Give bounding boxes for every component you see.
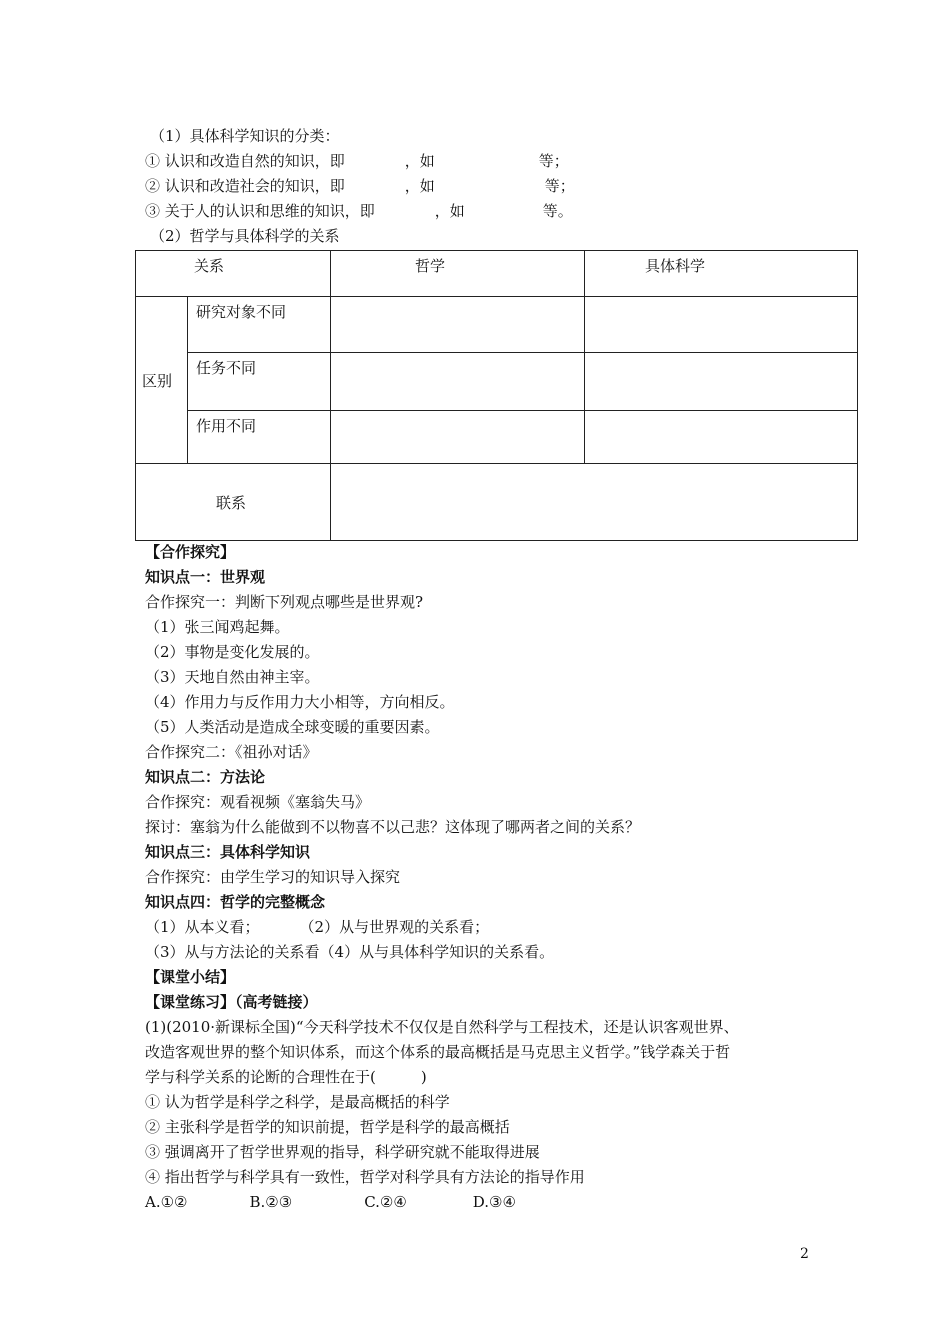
kp1-title: 知识点一：世界观 bbox=[145, 568, 266, 586]
answer-choice: B.②③ bbox=[249, 1193, 293, 1211]
list-item: （4）作用力与反作用力大小相等，方向相反。 bbox=[145, 693, 455, 711]
list-item bbox=[145, 201, 573, 221]
question-line: (1)(2010·新课标全国)“今天科学技术不仅仅是自然科学与工程技术，还是认识客观世界、 bbox=[145, 1018, 739, 1036]
table-row bbox=[136, 297, 858, 353]
table-header-row bbox=[136, 251, 858, 297]
kp3-title: 知识点三：具体科学知识 bbox=[145, 843, 311, 861]
answer-choices bbox=[145, 1192, 516, 1212]
kp1-question-2: 合作探究二：《祖孙对话》 bbox=[145, 743, 318, 761]
table-row bbox=[136, 411, 858, 464]
header-science: 具体科学 bbox=[585, 251, 858, 297]
table-cell bbox=[331, 464, 858, 541]
item-text: ，如 bbox=[434, 202, 465, 220]
option: ③ 强调离开了哲学世界观的指导，科学研究就不能取得进展 bbox=[145, 1143, 540, 1161]
header-relation: 关系 bbox=[136, 251, 331, 297]
section-heading: （2）哲学与具体科学的关系 bbox=[150, 227, 340, 245]
kp2-text: 合作探究：观看视频《塞翁失马》 bbox=[145, 793, 371, 811]
item-text: 等； bbox=[544, 177, 575, 195]
table-cell bbox=[331, 297, 585, 353]
table-cell bbox=[331, 411, 585, 464]
item-text: ，如 bbox=[404, 152, 435, 170]
page-number: 2 bbox=[800, 1246, 809, 1262]
list-item: （1）张三闻鸡起舞。 bbox=[145, 618, 290, 636]
row-label: 任务不同 bbox=[188, 353, 331, 411]
table-cell bbox=[331, 353, 585, 411]
option: ① 认为哲学是科学之科学，是最高概括的科学 bbox=[145, 1093, 450, 1111]
kp3-text: 合作探究：由学生学习的知识导入探究 bbox=[145, 868, 401, 886]
header-philosophy: 哲学 bbox=[331, 251, 585, 297]
question-line: 改造客观世界的整个知识体系，而这个体系的最高概括是马克思主义哲学。”钱学森关于哲 bbox=[145, 1043, 731, 1061]
kp4-part: （1）从本义看； bbox=[145, 918, 260, 936]
kp2-title: 知识点二：方法论 bbox=[145, 768, 266, 786]
list-item bbox=[145, 151, 569, 171]
table-row bbox=[136, 464, 858, 541]
kp4-text: （3）从与方法论的关系看（4）从与具体科学知识的关系看。 bbox=[145, 943, 555, 961]
list-item: （2）事物是变化发展的。 bbox=[145, 643, 320, 661]
kp1-question: 合作探究一：判断下列观点哪些是世界观? bbox=[145, 593, 424, 611]
list-item: （5）人类活动是造成全球变暖的重要因素。 bbox=[145, 718, 440, 736]
answer-choice: C.②④ bbox=[364, 1193, 407, 1211]
kp2-text: 探讨：塞翁为什么能做到不以物喜不以己悲？这体现了哪两者之间的关系？ bbox=[145, 818, 641, 836]
item-text: ① 认识和改造自然的知识，即 bbox=[145, 152, 345, 170]
group-label: 区别 bbox=[136, 297, 188, 464]
item-text: ② 认识和改造社会的知识，即 bbox=[145, 177, 345, 195]
item-text: ③ 关于人的认识和思维的知识，即 bbox=[145, 202, 375, 220]
coop-title: 【合作探究】 bbox=[145, 543, 236, 561]
summary-title: 【课堂小结】 bbox=[145, 968, 236, 986]
kp4-part: （2）从与世界观的关系看； bbox=[299, 918, 490, 936]
practice-title: 【课堂练习】（高考链接） bbox=[145, 993, 318, 1011]
item-text: ，如 bbox=[404, 177, 435, 195]
item-text: 等； bbox=[538, 152, 569, 170]
table-cell bbox=[585, 411, 858, 464]
question-line: 学与科学关系的论断的合理性在于( ) bbox=[145, 1068, 427, 1086]
row-label: 研究对象不同 bbox=[188, 297, 331, 353]
table-row bbox=[136, 353, 858, 411]
option: ④ 指出哲学与科学具有一致性，哲学对科学具有方法论的指导作用 bbox=[145, 1168, 585, 1186]
row-label: 作用不同 bbox=[188, 411, 331, 464]
table-cell bbox=[585, 353, 858, 411]
link-label: 联系 bbox=[136, 464, 331, 541]
answer-choice: A.①② bbox=[145, 1193, 188, 1211]
item-text: 等。 bbox=[542, 202, 573, 220]
kp4-title: 知识点四：哲学的完整概念 bbox=[145, 893, 326, 911]
option: ② 主张科学是哲学的知识前提，哲学是科学的最高概括 bbox=[145, 1118, 510, 1136]
kp4-text bbox=[145, 917, 489, 937]
answer-choice: D.③④ bbox=[472, 1193, 516, 1211]
relation-table bbox=[135, 250, 858, 541]
table-cell bbox=[585, 297, 858, 353]
list-item bbox=[145, 176, 575, 196]
list-item: （3）天地自然由神主宰。 bbox=[145, 668, 320, 686]
section-heading: （1）具体科学知识的分类： bbox=[150, 127, 340, 145]
